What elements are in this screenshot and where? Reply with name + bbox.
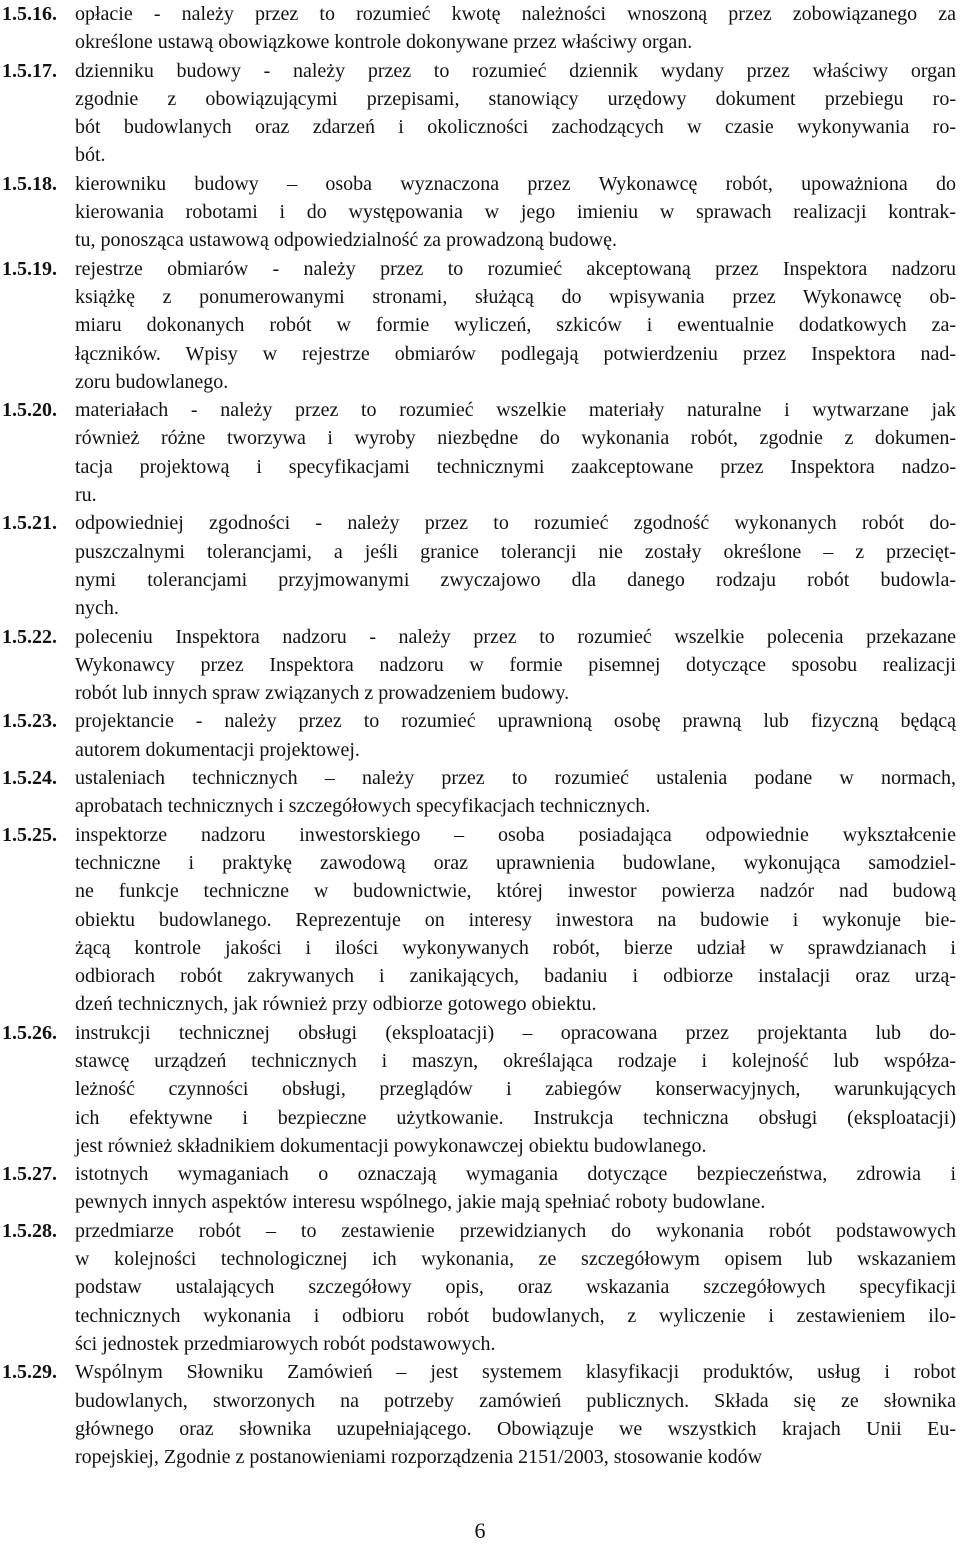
- text-line: leżność czynności obsługi, przeglądów i zabiegów konserwacyjnych, warunkujących: [75, 1078, 956, 1101]
- definition-text: [75, 0, 956, 57]
- definition-number: 1.5.24.: [2, 767, 57, 790]
- definition-entry: [0, 764, 956, 821]
- definition-entry: [0, 1019, 956, 1160]
- definition-number: 1.5.28.: [2, 1219, 57, 1242]
- text-line: nymi tolerancjami przyjmowanymi zwyczajowo dla danego rodzaju robót budowla-: [75, 568, 956, 591]
- definition-entry: [0, 1217, 956, 1358]
- definition-text: [75, 623, 956, 708]
- text-line: rejestrze obmiarów - należy przez to rozumieć akceptowaną przez Inspektora nadzoru: [75, 257, 956, 280]
- text-line: ści jednostek przedmiarowych robót podstawowych.: [75, 1332, 496, 1355]
- definition-number: 1.5.22.: [2, 625, 57, 648]
- definition-entry: [0, 170, 956, 255]
- text-line: kierowniku budowy – osoba wyznaczona przez Wykonawcę robót, upoważniona do: [75, 172, 956, 195]
- text-line: ropejskiej, Zgodnie z postanowieniami rozporządzenia 2151/2003, stosowanie kodów: [75, 1446, 763, 1469]
- definition-text: [75, 707, 956, 764]
- text-line: zgodnie z obowiązującymi przepisami, stanowiący urzędowy dokument przebiegu ro-: [75, 87, 956, 110]
- text-line: puszczalnymi tolerancjami, a jeśli granice tolerancji nie zostały określone – z przecięt-: [75, 540, 956, 563]
- definition-text: [75, 170, 956, 255]
- definition-text: [75, 57, 956, 170]
- text-line: inspektorze nadzoru inwestorskiego – osoba posiadająca odpowiednie wykształcenie: [75, 823, 956, 846]
- text-line: bót budowlanych oraz zdarzeń i okoliczności zachodzących w czasie wykonywania ro-: [75, 116, 956, 139]
- definition-number: 1.5.21.: [2, 512, 57, 535]
- text-line: projektancie - należy przez to rozumieć uprawnioną osobę prawną lub fizyczną będącą: [75, 710, 956, 733]
- text-line: budowlanych, stworzonych na potrzeby zamówień publicznych. Składa się ze słownika: [75, 1389, 956, 1412]
- text-line: jest również składnikiem dokumentacji powykonawczej obiektu budowlanego.: [75, 1134, 707, 1157]
- definition-entry: [0, 0, 956, 57]
- definition-text: [75, 255, 956, 396]
- definition-text: [75, 1160, 956, 1217]
- text-line: kierowania robotami i do występowania w jego imieniu w sprawach realizacji kontrak-: [75, 201, 956, 224]
- text-line: opłacie - należy przez to rozumieć kwotę należności wnoszoną przez zobowiązanego za: [75, 3, 956, 25]
- text-line: obiektu budowlanego. Reprezentuje on interesy inwestora na budowie i wykonuje bie-: [75, 908, 956, 931]
- definition-text: [75, 821, 956, 1019]
- text-line: nych.: [75, 597, 119, 620]
- text-line: stawcę urządzeń technicznych i maszyn, określająca rodzaje i kolejność lub współza-: [75, 1049, 956, 1072]
- definition-text: [75, 1019, 956, 1160]
- definition-text: [75, 1217, 956, 1358]
- definition-entry: [0, 396, 956, 509]
- definition-text: [75, 764, 956, 821]
- text-line: dzienniku budowy - należy przez to rozumieć dziennik wydany przez właściwy organ: [75, 59, 956, 82]
- text-line: techniczne i praktykę zawodową oraz uprawnienia budowlane, wykonująca samodziel-: [75, 851, 956, 874]
- text-line: Wykonawcy przez Inspektora nadzoru w formie pisemnej dotyczące sposobu realizacji: [75, 653, 956, 676]
- definition-entry: [0, 1160, 956, 1217]
- text-line: technicznych wykonania i odbioru robót budowlanych, z wyliczenie i zestawieniem ilo-: [75, 1304, 956, 1327]
- definition-number: 1.5.18.: [2, 172, 57, 195]
- text-line: materiałach - należy przez to rozumieć wszelkie materiały naturalne i wytwarzane jak: [75, 399, 956, 422]
- definition-number: 1.5.27.: [2, 1163, 57, 1186]
- definition-number: 1.5.29.: [2, 1361, 57, 1384]
- definition-number: 1.5.19.: [2, 257, 57, 280]
- text-line: bót.: [75, 144, 106, 167]
- text-line: ru.: [75, 484, 97, 507]
- text-line: głównego oraz słownika uzupełniającego. Obowiązuje we wszystkich krajach Unii Eu-: [75, 1417, 956, 1440]
- text-line: aprobatach technicznych i szczegółowych specyfikacjach technicznych.: [75, 795, 651, 818]
- text-line: również różne tworzywa i wyroby niezbędne do wykonania robót, zgodnie z dokumen-: [75, 427, 956, 450]
- definition-entry: [0, 255, 956, 396]
- definition-text: [75, 1358, 956, 1471]
- text-line: w kolejności technologicznej ich wykonania, ze szczegółowym opisem lub wskazaniem: [75, 1248, 956, 1271]
- text-line: instrukcji technicznej obsługi (eksploatacji) – opracowana przez projektanta lub do-: [75, 1021, 956, 1044]
- text-line: ne funkcje techniczne w budownictwie, której inwestor powierza nadzór nad budową: [75, 880, 956, 903]
- definition-entry: [0, 1358, 956, 1471]
- definition-entry: [0, 821, 956, 1019]
- text-line: określone ustawą obowiązkowe kontrole dokonywane przez właściwy organ.: [75, 31, 693, 54]
- definition-entry: [0, 707, 956, 764]
- text-line: podstaw ustalających szczegółowy opis, oraz wskazania szczegółowych specyfikacji: [75, 1276, 956, 1299]
- definition-text: [75, 396, 956, 509]
- text-line: książkę z ponumerowanymi stronami, służącą do wpisywania przez Wykonawcę ob-: [75, 285, 956, 308]
- text-line: ustaleniach technicznych – należy przez to rozumieć ustalenia podane w normach,: [75, 767, 956, 790]
- text-line: zoru budowlanego.: [75, 370, 229, 393]
- definition-number: 1.5.25.: [2, 823, 57, 846]
- text-line: miaru dokonanych robót w formie wyliczeń, szkiców i ewentualnie dodatkowych za-: [75, 314, 956, 337]
- text-line: poleceniu Inspektora nadzoru - należy przez to rozumieć wszelkie polecenia przekazane: [75, 625, 956, 648]
- definition-number: 1.5.17.: [2, 59, 57, 82]
- definition-entry: [0, 57, 956, 170]
- text-line: pewnych innych aspektów interesu wspólnego, jakie mają spełniać roboty budowlane.: [75, 1191, 766, 1214]
- definition-number: 1.5.23.: [2, 710, 57, 733]
- page-number: 6: [474, 1518, 486, 1543]
- text-line: odbiorach robót zakrywanych i zanikających, badaniu i odbiorze instalacji oraz urzą-: [75, 965, 956, 988]
- text-line: autorem dokumentacji projektowej.: [75, 738, 360, 761]
- definition-entry: [0, 509, 956, 622]
- text-line: ich efektywne i bezpieczne użytkowanie. Instrukcja techniczna obsługi (eksploatacji): [75, 1106, 956, 1129]
- text-line: Wspólnym Słowniku Zamówień – jest systemem klasyfikacji produktów, usług i robot: [75, 1361, 956, 1384]
- text-line: istotnych wymaganiach o oznaczają wymagania dotyczące bezpieczeństwa, zdrowia i: [75, 1163, 956, 1186]
- definition-number: 1.5.20.: [2, 399, 57, 422]
- text-line: odpowiedniej zgodności - należy przez to rozumieć zgodność wykonanych robót do-: [75, 512, 956, 535]
- text-line: żącą kontrole jakości i ilości wykonywanych robót, bierze udział w sprawdzianach i: [75, 936, 956, 959]
- text-line: tacja projektową i specyfikacjami technicznymi zaakceptowane przez Inspektora nadzo-: [75, 455, 956, 478]
- text-line: dzeń technicznych, jak również przy odbiorze gotowego obiektu.: [75, 993, 597, 1016]
- text-line: łączników. Wpisy w rejestrze obmiarów podlegają potwierdzeniu przez Inspektora nad-: [75, 342, 956, 365]
- text-line: robót lub innych spraw związanych z prowadzeniem budowy.: [75, 682, 570, 705]
- text-line: przedmiarze robót – to zestawienie przewidzianych do wykonania robót podstawowych: [75, 1219, 956, 1242]
- definition-entry: [0, 623, 956, 708]
- text-line: tu, ponosząca ustawową odpowiedzialność za prowadzoną budowę.: [75, 229, 618, 252]
- definition-text: [75, 509, 956, 622]
- definition-number: 1.5.16.: [2, 3, 57, 25]
- definition-number: 1.5.26.: [2, 1021, 57, 1044]
